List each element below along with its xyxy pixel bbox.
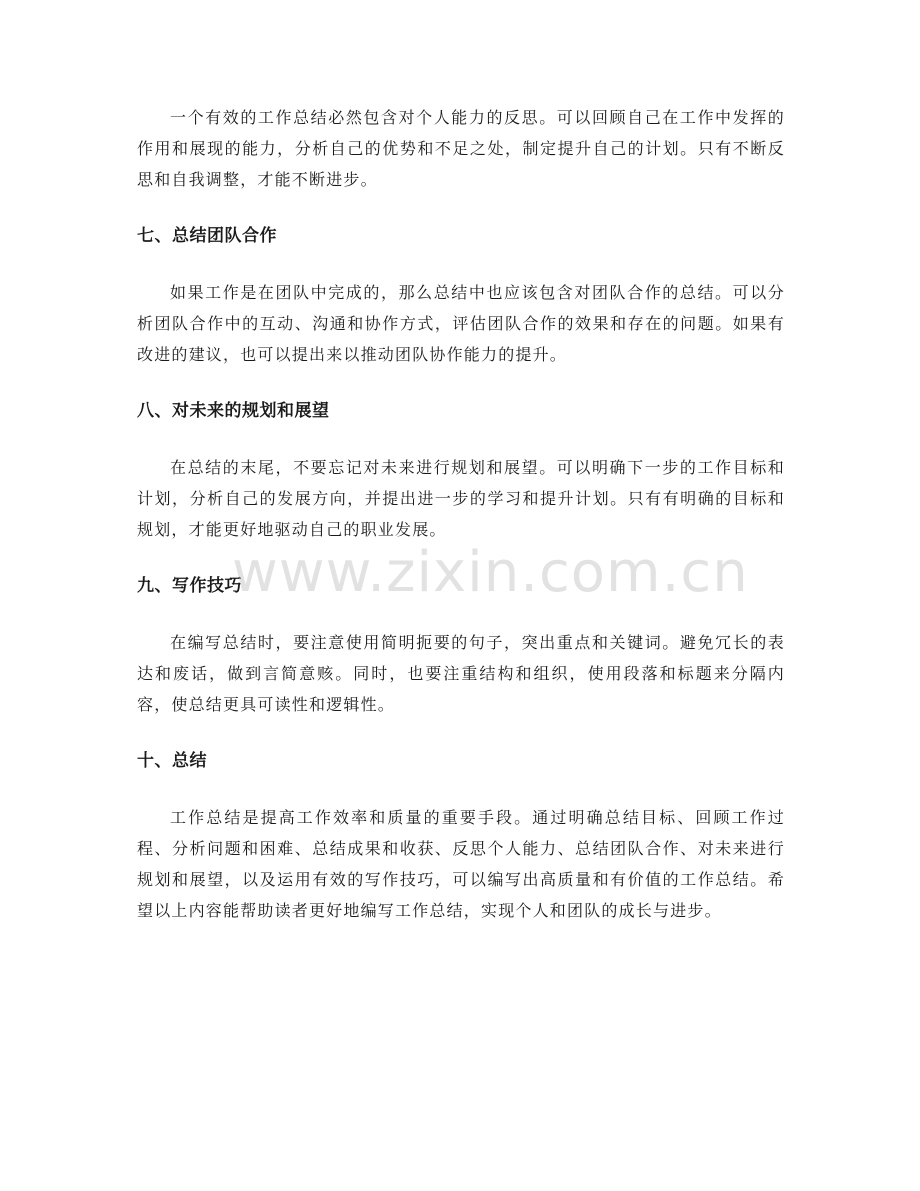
section-paragraph-8: 在总结的末尾，不要忘记对未来进行规划和展望。可以明确下一步的工作目标和计划，分析自己的发展方向，并提出进一步的学习和提升计划。只有有明确的目标和规划，才能更好地驱动自己的职业发展。: [137, 458, 785, 539]
intro-paragraph: 一个有效的工作总结必然包含对个人能力的反思。可以回顾自己在工作中发挥的作用和展现的能力，分析自己的优势和不足之处，制定提升自己的计划。只有不断反思和自我调整，才能不断进步。: [137, 108, 785, 189]
section-heading-8: 八、对未来的规划和展望: [137, 401, 330, 421]
section-paragraph-9: 在编写总结时，要注意使用简明扼要的句子，突出重点和关键词。避免冗长的表达和废话，做到言简意赅。同时，也要注重结构和组织，使用段落和标题来分隔内容，使总结更具可读性和逻辑性。: [137, 633, 785, 714]
watermark-text: www.zixin.com.cn: [232, 540, 749, 605]
document-body: [137, 102, 785, 926]
section-heading-10: 十、总结: [137, 751, 207, 771]
section-paragraph-7: 如果工作是在团队中完成的，那么总结中也应该包含对团队合作的总结。可以分析团队合作中的互动、沟通和协作方式，评估团队合作的效果和存在的问题。如果有改进的建议，也可以提出来以推动团队协作能力的提升。: [137, 283, 785, 364]
section-heading-9: 九、写作技巧: [137, 576, 242, 596]
section-heading-7: 七、总结团队合作: [137, 226, 277, 246]
section-paragraph-10: 工作总结是提高工作效率和质量的重要手段。通过明确总结目标、回顾工作过程、分析问题和困难、总结成果和收获、反思个人能力、总结团队合作、对未来进行规划和展望，以及运用有效的写作技巧，可以编写出高质量和有价值的工作总结。希望以上内容能帮助读者更好地编写工作总结，实现个人和团队的成长与进步。: [137, 808, 785, 920]
